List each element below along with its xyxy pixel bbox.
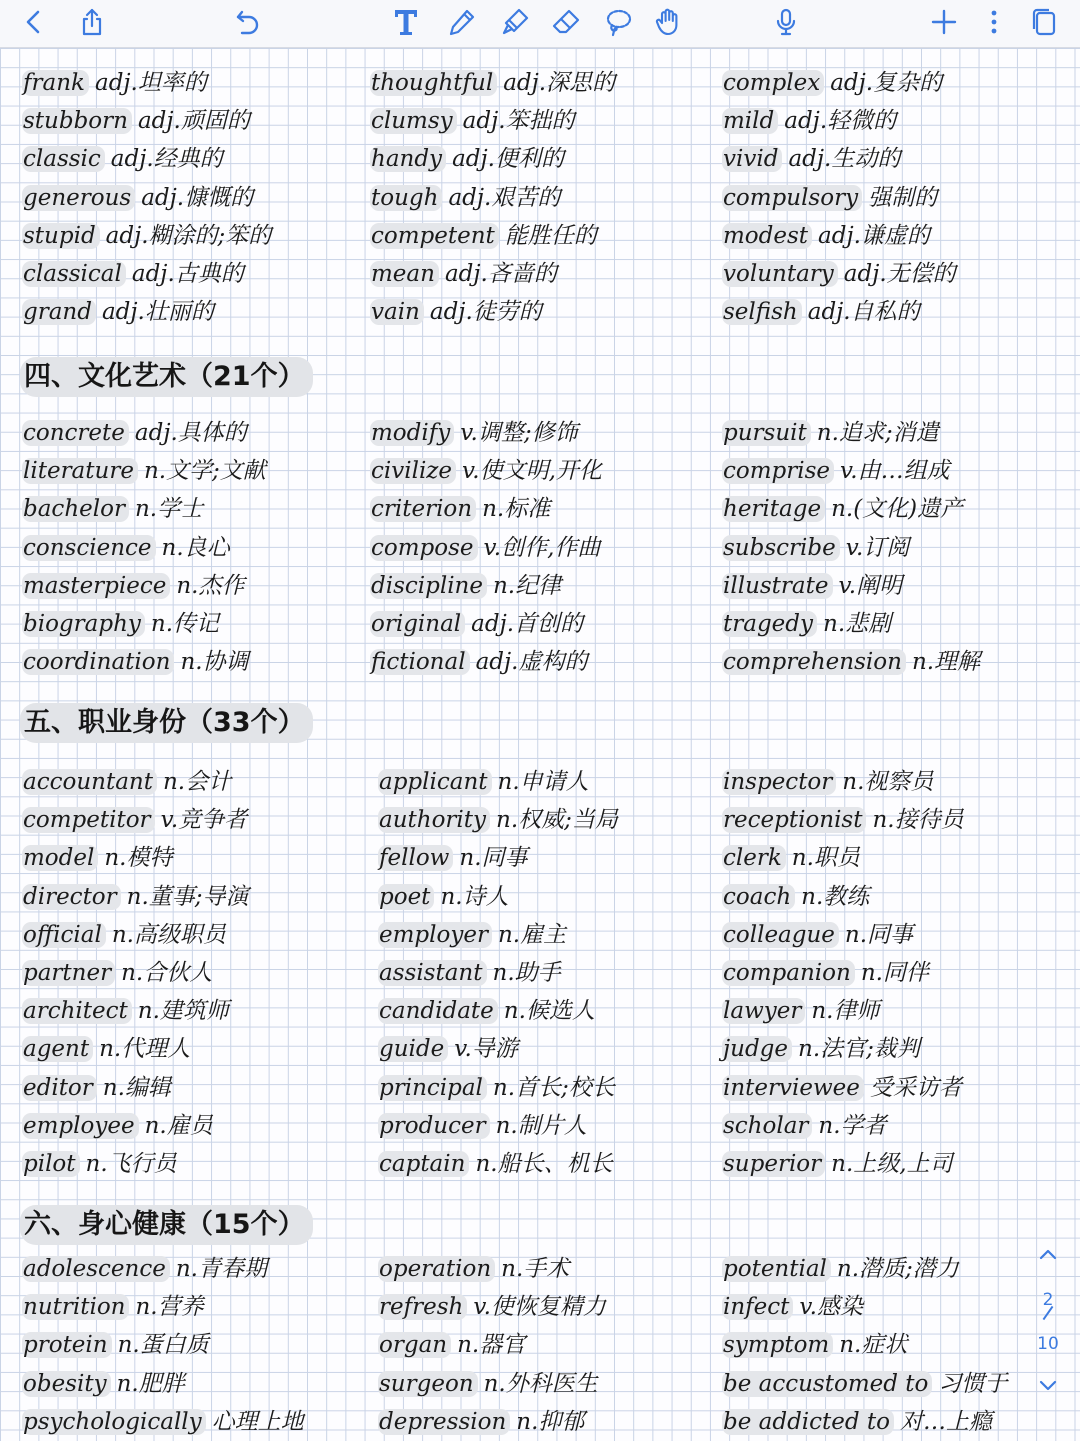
vocab-definition: adj.糊涂的;笨的: [105, 222, 272, 249]
vocab-entry: [722, 882, 869, 912]
vocab-definition: n.首长;校长: [492, 1074, 615, 1101]
vocab-entry: [722, 106, 896, 136]
pages-icon[interactable]: [1024, 2, 1064, 42]
vocab-entry: [378, 1254, 569, 1284]
more-icon[interactable]: [974, 2, 1014, 42]
vocab-definition: adj.轻微的: [784, 108, 897, 135]
vocab-word: voluntary: [722, 261, 838, 287]
vocab-entry: [370, 259, 557, 289]
vocab-definition: n.抑郁: [516, 1408, 585, 1435]
vocab-entry: [22, 996, 229, 1026]
vocab-word: adolescence: [22, 1256, 170, 1282]
vocab-entry: [722, 418, 939, 448]
vocab-word: candidate: [378, 998, 498, 1024]
vocab-entry: [378, 958, 561, 988]
vocab-entry: [378, 920, 566, 950]
vocab-definition: 受采访者: [869, 1074, 962, 1101]
vocab-word: depression: [378, 1409, 510, 1435]
vocab-definition: v.使文明,开化: [462, 458, 602, 485]
vocab-word: inspector: [722, 769, 836, 795]
vocab-entry: [722, 1034, 920, 1064]
vocab-word: operation: [378, 1256, 495, 1282]
vocab-word: potential: [722, 1256, 831, 1282]
vocab-word: interviewee: [722, 1075, 864, 1101]
vocab-entry: [370, 609, 583, 639]
vocab-definition: n.律师: [811, 998, 880, 1025]
vocab-definition: adj.具体的: [134, 420, 247, 446]
vocab-entry: [22, 297, 214, 327]
vocab-entry: [370, 183, 560, 213]
vocab-word: stubborn: [22, 108, 132, 134]
vocab-word: companion: [722, 960, 855, 986]
vocab-entry: [378, 1073, 615, 1103]
vocab-definition: v.感染: [799, 1294, 863, 1321]
vocab-definition: v.订阅: [845, 534, 910, 561]
vocab-definition: 能胜任的: [504, 222, 597, 249]
vocab-definition: n.标准: [482, 496, 551, 523]
vocab-definition: n.营养: [135, 1294, 204, 1321]
vocab-definition: n.职员: [791, 845, 860, 872]
vocab-definition: n.雇员: [144, 1112, 213, 1139]
vocab-definition: n.模特: [104, 845, 173, 872]
vocab-definition: n.杰作: [176, 572, 245, 599]
vocab-word: symptom: [722, 1332, 833, 1358]
vocab-definition: adj.经典的: [110, 146, 223, 173]
vocab-entry: [722, 647, 980, 677]
vocab-entry: [22, 767, 231, 797]
vocab-word: competent: [370, 223, 499, 249]
vocab-definition: n.诗人: [440, 883, 509, 910]
vocab-word: thoughtful: [370, 70, 497, 96]
vocab-entry: [722, 1111, 887, 1141]
vocab-definition: adj.复杂的: [830, 70, 943, 96]
vocab-entry: [378, 767, 589, 797]
vocab-word: fictional: [370, 649, 470, 675]
vocab-word: lawyer: [722, 998, 805, 1024]
vocab-word: mild: [722, 108, 778, 134]
vocab-word: tough: [370, 185, 442, 211]
vocab-word: compose: [370, 535, 478, 561]
vocab-entry: [722, 68, 942, 98]
vocab-definition: n.同事: [844, 921, 914, 948]
vocab-entry: [22, 571, 244, 601]
vocab-word: employee: [22, 1113, 139, 1139]
vocab-definition: n.制片人: [495, 1112, 587, 1139]
vocab-word: partner: [22, 960, 115, 986]
vocab-entry: [22, 1254, 267, 1284]
vocab-word: assistant: [378, 960, 487, 986]
vocab-entry: [22, 882, 249, 912]
vocab-entry: [22, 418, 247, 448]
add-icon[interactable]: [924, 2, 964, 42]
vocab-word: conscience: [22, 535, 156, 561]
vocab-word: producer: [378, 1113, 490, 1139]
vocab-definition: n.编辑: [102, 1074, 171, 1101]
vocab-definition: n.船长、机长: [475, 1151, 613, 1177]
vocab-word: agent: [22, 1036, 93, 1062]
vocab-entry: [22, 1034, 190, 1064]
vocab-entry: [370, 221, 597, 251]
vocab-entry: [22, 843, 172, 873]
vocab-word: subscribe: [722, 535, 840, 561]
vocab-definition: n.建筑师: [137, 998, 229, 1025]
vocab-definition: 强制的: [868, 184, 938, 211]
vocab-word: pursuit: [722, 420, 811, 446]
vocab-word: mean: [370, 261, 439, 287]
vocab-entry: [22, 1149, 177, 1179]
vocab-definition: n.传记: [150, 611, 220, 637]
vocab-definition: n.悲剧: [823, 611, 892, 637]
vocab-entry: [722, 1149, 953, 1179]
vocab-definition: v.使恢复精力: [473, 1294, 606, 1321]
vocab-definition: n.协调: [180, 649, 249, 676]
vocab-word: poet: [378, 884, 434, 910]
vocab-word: comprehension: [722, 649, 906, 675]
vocab-word: concrete: [22, 420, 129, 446]
vocab-entry: [722, 221, 930, 251]
vocab-entry: [722, 609, 891, 639]
vocab-word: stupid: [22, 223, 100, 249]
vocab-definition: adj.深思的: [503, 70, 616, 96]
vocab-word: be addicted to: [722, 1409, 894, 1435]
vocab-word: grand: [22, 299, 96, 325]
vocab-entry: [722, 805, 964, 835]
vocab-definition: 对…上瘾: [900, 1408, 993, 1435]
vocab-definition: n.良心: [161, 534, 230, 561]
vocab-word: biography: [22, 611, 145, 637]
vocab-definition: n.症状: [839, 1332, 908, 1359]
vocab-entry: [722, 1073, 962, 1103]
vocab-word: fellow: [378, 845, 453, 871]
vocab-definition: 心理上地: [211, 1408, 304, 1435]
vocab-entry: [22, 1073, 171, 1103]
vocab-definition: v.创作,作曲: [483, 534, 601, 561]
vocab-definition: n.接待员: [872, 807, 964, 834]
vocab-word: frank: [22, 70, 89, 96]
vocab-entry: [722, 767, 933, 797]
highlighter-icon[interactable]: [495, 2, 535, 42]
vocab-entry: [378, 1330, 525, 1360]
vocab-word: judge: [722, 1036, 792, 1062]
vocab-word: coach: [722, 884, 795, 910]
vocab-entry: [378, 1111, 587, 1141]
vocab-definition: n.上级,上司: [831, 1151, 953, 1177]
vocab-definition: n.代理人: [99, 1036, 191, 1063]
vocab-entry: [370, 456, 602, 486]
vocab-definition: v.由…组成: [840, 458, 950, 485]
vocab-definition: adj.便利的: [452, 146, 564, 173]
vocab-entry: [722, 996, 879, 1026]
vocab-word: organ: [378, 1332, 451, 1358]
vocab-entry: [722, 494, 963, 524]
vocab-word: coordination: [22, 649, 174, 675]
vocab-definition: n.申请人: [497, 769, 589, 795]
vocab-word: refresh: [378, 1294, 467, 1320]
vocab-word: be accustomed to: [722, 1371, 932, 1397]
vocab-entry: [722, 456, 950, 486]
vocab-entry: [722, 920, 913, 950]
vocab-definition: n.雇主: [497, 921, 567, 948]
vocab-definition: adj.坦率的: [94, 70, 207, 96]
vocab-entry: [22, 958, 212, 988]
vocab-word: pilot: [22, 1151, 80, 1177]
vocab-word: colleague: [722, 922, 839, 948]
vocab-entry: [722, 1330, 907, 1360]
vocab-definition: n.飞行员: [85, 1151, 177, 1177]
vocab-word: editor: [22, 1075, 97, 1101]
vocab-definition: adj.谦虚的: [818, 222, 930, 249]
vocab-entry: [722, 1407, 992, 1437]
vocab-word: receptionist: [722, 807, 866, 833]
vocab-definition: v.竞争者: [160, 807, 248, 834]
vocab-word: scholar: [722, 1113, 812, 1139]
vocab-definition: n.蛋白质: [117, 1332, 209, 1359]
vocab-definition: n.理解: [911, 649, 981, 676]
vocab-definition: adj.古典的: [131, 261, 244, 287]
vocab-word: nutrition: [22, 1294, 129, 1320]
vocab-word: applicant: [378, 769, 492, 795]
section-heading: 五、职业身份（33个）: [20, 703, 313, 743]
vocab-word: classical: [22, 261, 126, 287]
vocab-entry: [370, 418, 578, 448]
vocab-definition: n.助手: [492, 960, 561, 986]
vocab-definition: n.手术: [501, 1256, 570, 1282]
vocab-entry: [722, 958, 929, 988]
vocab-entry: [22, 259, 244, 289]
vocab-entry: [722, 843, 860, 873]
vocab-definition: adj.首创的: [471, 611, 584, 637]
vocab-word: compulsory: [722, 185, 862, 211]
notebook-page[interactable]: [0, 48, 1080, 1441]
vocab-definition: n.纪律: [492, 572, 562, 599]
vocab-word: principal: [378, 1075, 487, 1101]
lasso-icon[interactable]: [598, 2, 638, 42]
vocab-entry: [22, 221, 271, 251]
vocab-word: accountant: [22, 769, 157, 795]
back-icon[interactable]: [14, 2, 54, 42]
vocab-definition: n.董事;导演: [126, 883, 249, 910]
vocab-definition: n.青春期: [175, 1256, 267, 1282]
vocab-definition: adj.顽固的: [137, 108, 250, 135]
microphone-icon[interactable]: [766, 2, 806, 42]
vocab-definition: n.视察员: [842, 769, 934, 795]
vocab-entry: [370, 533, 600, 563]
vocab-definition: adj.艰苦的: [448, 184, 561, 211]
vocab-word: surgeon: [378, 1371, 478, 1397]
vocab-definition: n.学者: [818, 1112, 887, 1139]
vocab-entry: [22, 920, 226, 950]
vocab-entry: [378, 1149, 613, 1179]
pen-icon[interactable]: [442, 2, 482, 42]
vocab-entry: [722, 571, 902, 601]
vocab-word: vivid: [722, 146, 782, 172]
vocab-word: illustrate: [722, 573, 833, 599]
vocab-word: civilize: [370, 458, 456, 484]
toolbar: [0, 0, 1080, 48]
vocab-entry: [22, 609, 219, 639]
vocab-word: director: [22, 884, 121, 910]
vocab-definition: n.文学;文献: [143, 458, 266, 485]
vocab-word: heritage: [722, 496, 825, 522]
vocab-definition: n.(文化)遗产: [831, 496, 964, 523]
vocab-entry: [22, 1292, 204, 1322]
vocab-word: model: [22, 845, 98, 871]
vocab-word: comprise: [722, 458, 834, 484]
vocab-definition: n.教练: [801, 883, 870, 910]
vocab-word: infect: [722, 1294, 793, 1320]
vocab-definition: adj.慷慨的: [141, 184, 254, 211]
vocab-definition: n.合伙人: [121, 960, 213, 986]
vocab-entry: [370, 494, 550, 524]
vocab-definition: adj.虚构的: [475, 649, 588, 676]
page-indicator: [1030, 1240, 1066, 1400]
vocab-word: classic: [22, 146, 105, 172]
total-page-number: 10: [1037, 1334, 1059, 1354]
vocab-entry: [22, 456, 266, 486]
vocab-entry: [722, 183, 937, 213]
eraser-icon[interactable]: [546, 2, 586, 42]
vocab-entry: [722, 259, 956, 289]
vocab-definition: n.同伴: [860, 960, 929, 986]
vocab-definition: n.追求;消遣: [816, 420, 939, 446]
vocab-word: employer: [378, 922, 492, 948]
vocab-word: superior: [722, 1151, 825, 1177]
vocab-entry: [22, 647, 249, 677]
vocab-entry: [722, 1254, 959, 1284]
vocab-word: vain: [370, 299, 424, 325]
vocab-definition: v.阐明: [838, 572, 903, 599]
text-tool-icon[interactable]: [386, 2, 426, 42]
vocab-definition: adj.自私的: [807, 299, 920, 326]
vocab-definition: adj.吝啬的: [444, 261, 557, 287]
vocab-definition: n.外科医生: [483, 1370, 598, 1397]
vocab-entry: [22, 144, 223, 174]
vocab-entry: [22, 1111, 213, 1141]
vocab-word: clerk: [722, 845, 786, 871]
section-heading: 四、文化艺术（21个）: [20, 357, 313, 397]
vocab-entry: [22, 533, 230, 563]
vocab-word: authority: [378, 807, 490, 833]
vocab-entry: [22, 106, 250, 136]
vocab-definition: adj.生动的: [788, 146, 901, 173]
vocab-entry: [378, 805, 618, 835]
vocab-word: competitor: [22, 807, 155, 833]
vocab-definition: adj.无偿的: [843, 261, 956, 287]
vocab-word: generous: [22, 185, 135, 211]
vocab-word: modify: [370, 420, 454, 446]
vocab-entry: [722, 1369, 1007, 1399]
vocab-entry: [378, 1407, 584, 1437]
vocab-entry: [22, 1407, 304, 1437]
vocab-word: architect: [22, 998, 132, 1024]
vocab-entry: [378, 1034, 518, 1064]
vocab-word: bachelor: [22, 496, 129, 522]
vocab-entry: [370, 571, 561, 601]
page-up-icon[interactable]: [1037, 1244, 1059, 1266]
section-heading: 六、身心健康（15个）: [20, 1205, 313, 1245]
vocab-word: tragedy: [722, 611, 817, 637]
vocab-definition: n.器官: [457, 1332, 526, 1359]
vocab-entry: [22, 68, 207, 98]
vocab-entry: [22, 805, 247, 835]
vocab-entry: [722, 533, 909, 563]
vocab-entry: [22, 494, 203, 524]
vocab-entry: [378, 882, 509, 912]
vocab-word: official: [22, 922, 106, 948]
vocab-word: obesity: [22, 1371, 111, 1397]
vocab-entry: [22, 1330, 209, 1360]
vocab-word: captain: [378, 1151, 469, 1177]
vocab-definition: v.调整;修饰: [460, 420, 578, 446]
vocab-definition: n.高级职员: [111, 921, 226, 948]
vocab-word: guide: [378, 1036, 448, 1062]
vocab-definition: adj.笨拙的: [462, 108, 575, 135]
vocab-definition: n.候选人: [503, 998, 595, 1025]
vocab-definition: n.学士: [134, 496, 204, 523]
vocab-definition: n.同事: [459, 845, 528, 872]
vocab-word: modest: [722, 223, 812, 249]
vocab-entry: [370, 647, 587, 677]
vocab-entry: [370, 297, 542, 327]
page-down-icon[interactable]: [1037, 1374, 1059, 1396]
vocab-definition: n.法官;裁判: [798, 1036, 920, 1063]
vocab-entry: [722, 1292, 863, 1322]
vocab-definition: n.会计: [162, 769, 232, 795]
vocab-entry: [370, 68, 615, 98]
vocab-definition: n.潜质;潜力: [836, 1256, 959, 1282]
vocab-entry: [22, 1369, 185, 1399]
vocab-definition: adj.徒劳的: [429, 299, 542, 326]
vocab-entry: [722, 144, 900, 174]
vocab-entry: [378, 1369, 598, 1399]
vocab-word: psychologically: [22, 1409, 206, 1435]
share-icon[interactable]: [72, 2, 112, 42]
vocab-word: criterion: [370, 496, 476, 522]
vocab-entry: [378, 843, 528, 873]
vocab-entry: [378, 1292, 606, 1322]
vocab-entry: [378, 996, 595, 1026]
vocab-word: literature: [22, 458, 138, 484]
vocab-word: masterpiece: [22, 573, 170, 599]
vocab-word: original: [370, 611, 465, 637]
current-page-number: 2: [1042, 1290, 1054, 1310]
vocab-word: discipline: [370, 573, 487, 599]
vocab-definition: adj.壮丽的: [101, 299, 214, 326]
vocab-definition: 习惯于: [938, 1370, 1008, 1397]
hand-icon[interactable]: [648, 2, 688, 42]
vocab-entry: [370, 144, 564, 174]
vocab-definition: n.肥胖: [116, 1370, 185, 1397]
vocab-entry: [370, 106, 575, 136]
undo-icon[interactable]: [228, 2, 268, 42]
vocab-definition: v.导游: [454, 1036, 518, 1063]
vocab-word: clumsy: [370, 108, 457, 134]
vocab-entry: [722, 297, 920, 327]
vocab-word: selfish: [722, 299, 802, 325]
vocab-word: protein: [22, 1332, 112, 1358]
vocab-definition: n.权威;当局: [496, 807, 618, 834]
vocab-word: handy: [370, 146, 446, 172]
vocab-entry: [22, 183, 253, 213]
vocab-word: complex: [722, 70, 824, 96]
